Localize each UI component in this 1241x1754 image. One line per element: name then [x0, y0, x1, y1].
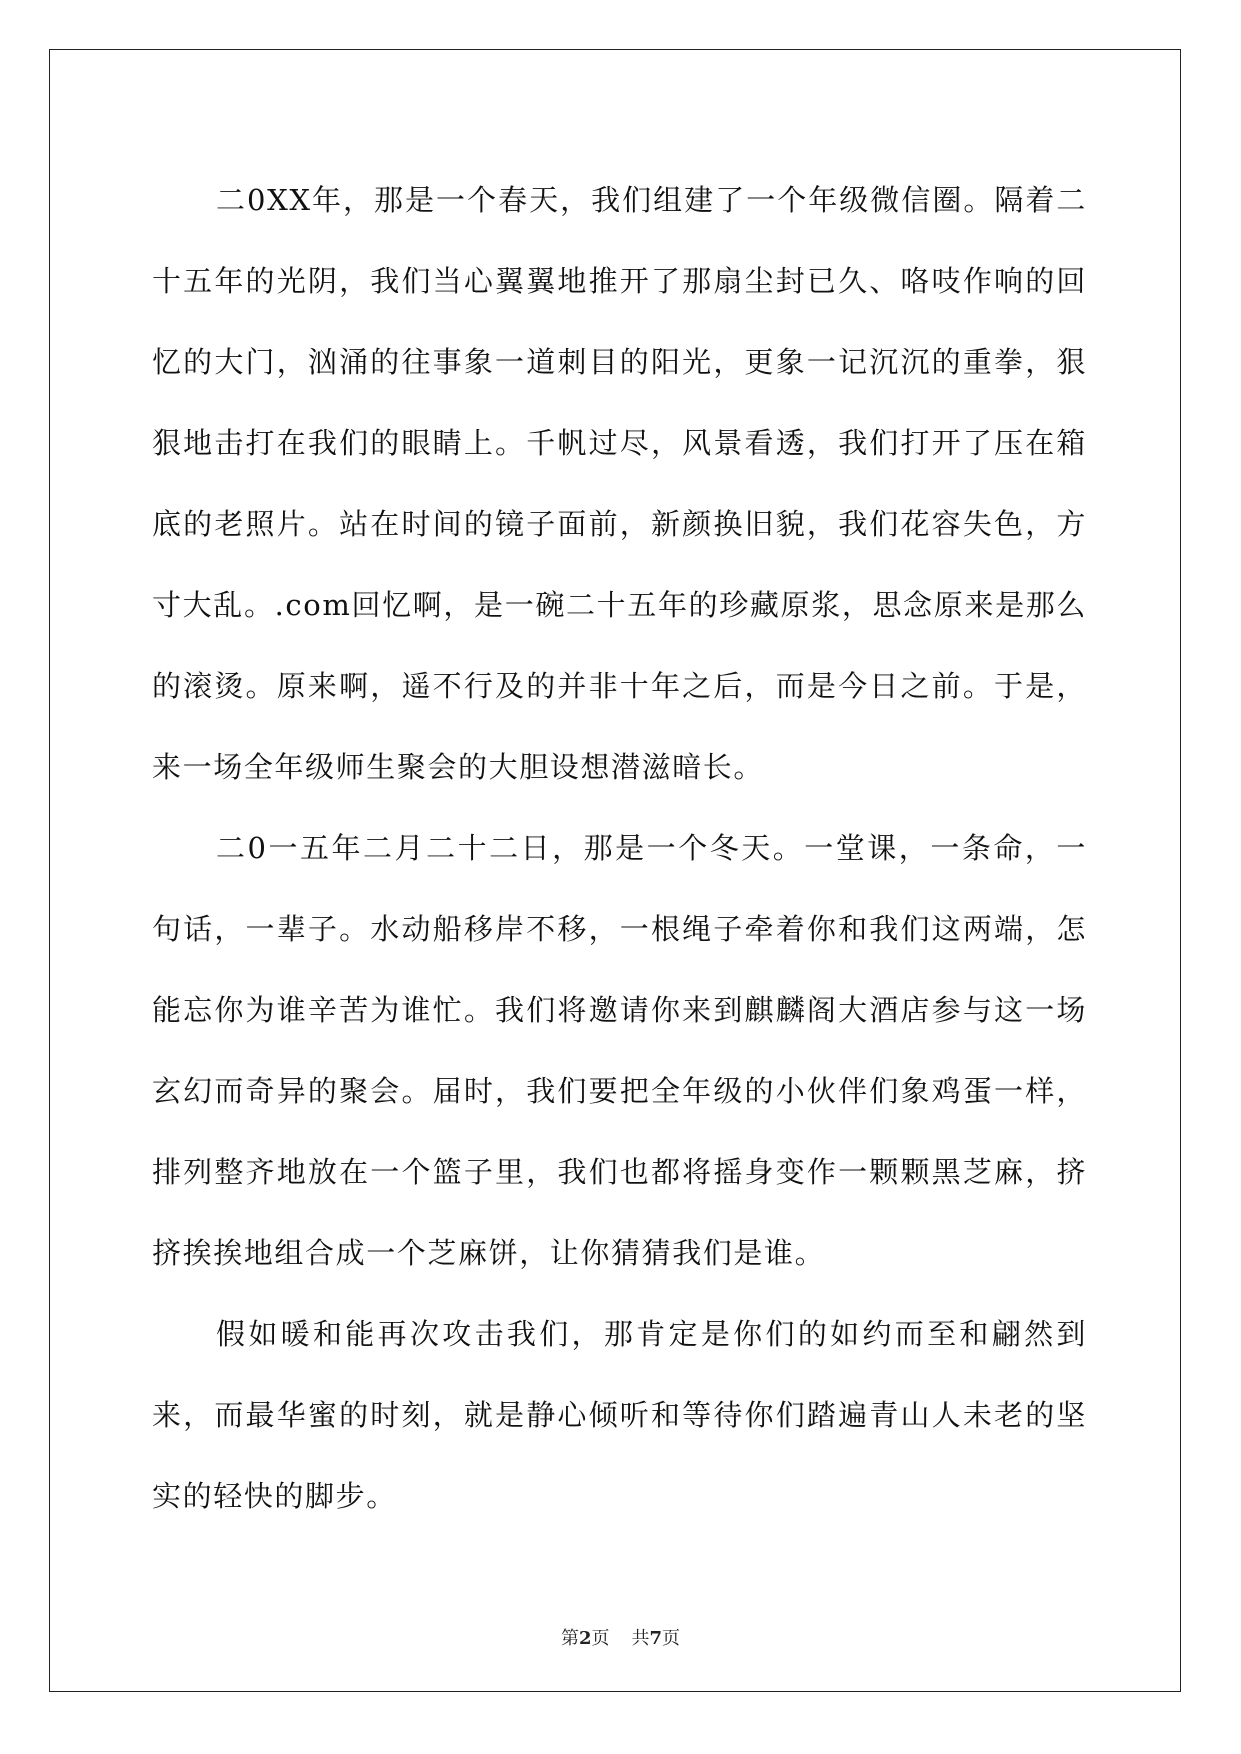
total-suffix: 页 — [662, 1628, 681, 1649]
paragraph-3: 假如暖和能再次攻击我们，那肯定是你们的如约而至和翩然到来，而最华蜜的时刻，就是静心倾听和等待你们踏遍青山人未老的坚实的轻快的脚步。 — [152, 1317, 1087, 1513]
page-prefix: 第 — [560, 1628, 579, 1649]
paragraph-1: 二0XX年，那是一个春天，我们组建了一个年级微信圈。隔着二十五年的光阴，我们当心翼翼地推开了那扇尘封已久、咯吱作响的回忆的大门，汹涌的往事象一道刺目的阳光，更象一记沉沉的重拳，狠狠地击打在我们的眼睛上。千帆过尽，风景看透，我们打开了压在箱底的老照片。站在时间的镜子面前，新颜换旧貌，我们花容失色，方寸大乱。.com回忆啊，是一碗二十五年的珍藏原浆，思念原来是那么的滚烫。原来啊，遥不行及的并非十年之后，而是今日之前。于是，来一场全年级师生聚会的大胆设想潜滋暗长。 — [152, 183, 1087, 784]
page-footer — [0, 1624, 1241, 1650]
document-body — [152, 160, 1087, 1537]
current-page-number: 2 — [578, 1628, 592, 1649]
total-page-number: 7 — [649, 1628, 663, 1649]
total-prefix: 共 — [631, 1628, 650, 1649]
page-suffix: 页 — [591, 1628, 610, 1649]
paragraph-2: 二0一五年二月二十二日，那是一个冬天。一堂课，一条命，一句话，一辈子。水动船移岸不移，一根绳子牵着你和我们这两端，怎能忘你为谁辛苦为谁忙。我们将邀请你来到麒麟阁大酒店参与这一场玄幻而奇异的聚会。届时，我们要把全年级的小伙伴们象鸡蛋一样，排列整齐地放在一个篮子里，我们也都将摇身变作一颗颗黑芝麻，挤挤挨挨地组合成一个芝麻饼，让你猜猜我们是谁。 — [152, 831, 1087, 1270]
